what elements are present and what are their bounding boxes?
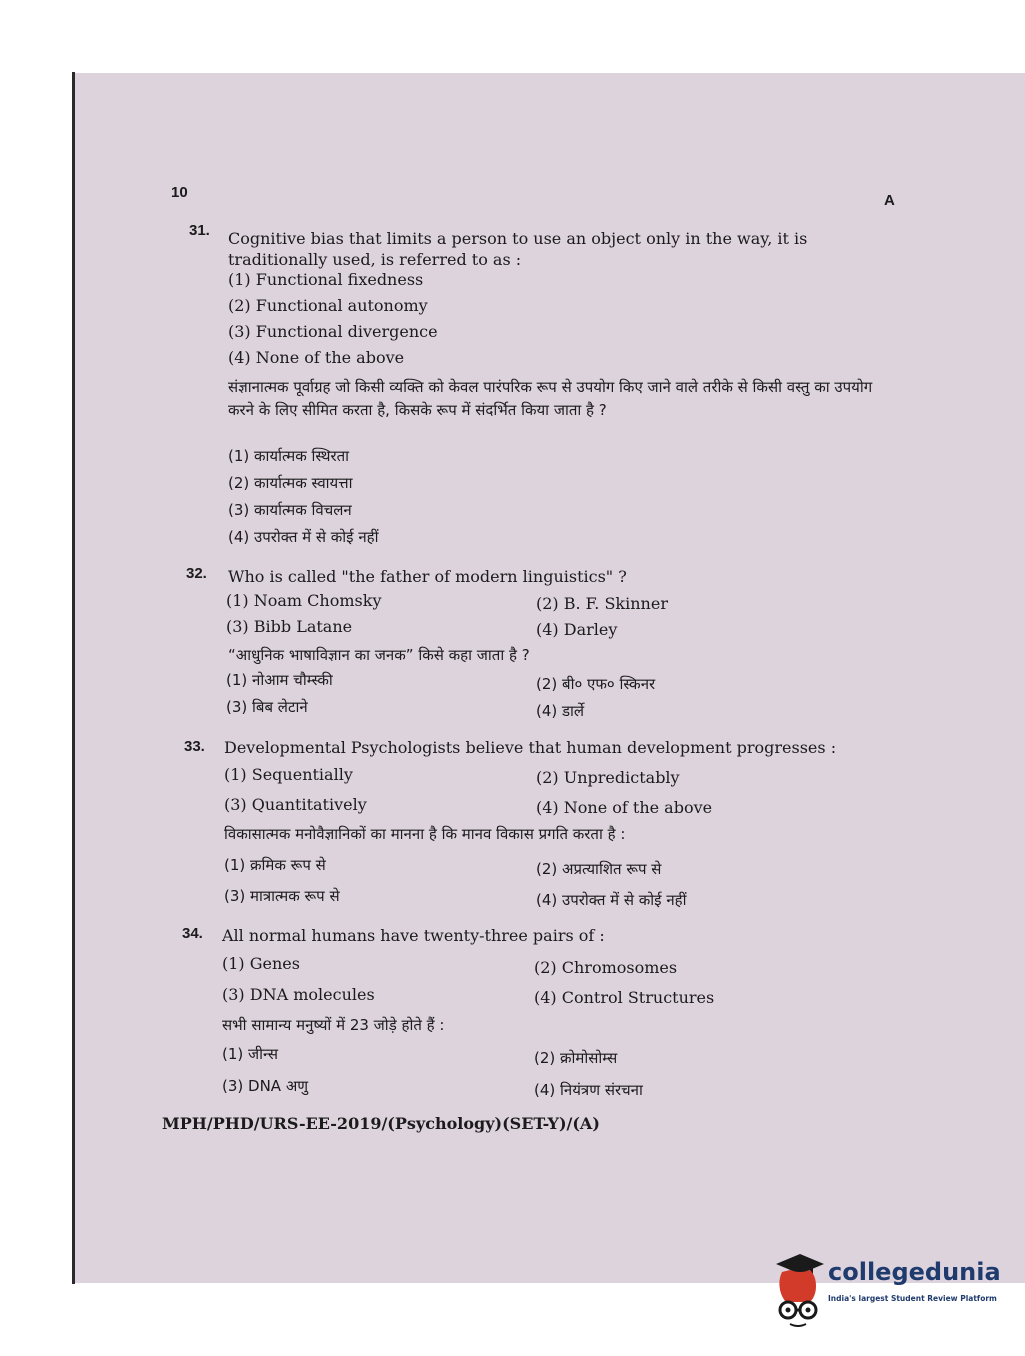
question-34-number: 34. (182, 925, 203, 942)
q32-option-4: (4) Darley (536, 620, 618, 639)
question-33-number: 33. (184, 738, 205, 755)
q34-hindi-option-4: (4) नियंत्रण संरचना (534, 1081, 643, 1099)
q32-hindi-option-3: (3) बिब लेटाने (226, 698, 308, 716)
q33-hindi-option-3: (3) मात्रात्मक रूप से (224, 887, 340, 905)
paper-code: MPH/PHD/URS-EE-2019/(Psychology)(SET-Y)/(A) (162, 1114, 600, 1133)
question-34-hindi: सभी सामान्य मनुष्यों में 23 जोड़े होते हैं : (222, 1016, 445, 1034)
brand-tagline: India's largest Student Review Platform (828, 1294, 997, 1303)
question-32-text: Who is called "the father of modern linguistics" ? (228, 567, 627, 586)
collegedunia-logo (770, 1250, 1010, 1330)
question-32-number: 32. (186, 565, 207, 582)
page-number: 10 (171, 184, 188, 201)
q32-hindi-option-1: (1) नोआम चौम्स्की (226, 671, 333, 689)
q32-hindi-option-4: (4) डार्ले (536, 702, 585, 720)
question-31-hindi: संज्ञानात्मक पूर्वाग्रह जो किसी व्यक्ति को केवल पारंपरिक रूप से उपयोग किए जाने वाले तरीके से किसी वस्तु का उपयोग करने के लिए सीमित करता है, किसके रूप में संदर्भित किया जाता है ? (228, 378, 873, 419)
q32-option-3: (3) Bibb Latane (226, 617, 353, 636)
q33-hindi-option-4: (4) उपरोक्त में से कोई नहीं (536, 891, 687, 909)
brand-name: collegedunia (828, 1258, 1001, 1286)
q33-option-1: (1) Sequentially (224, 765, 353, 784)
q34-option-3: (3) DNA molecules (222, 985, 375, 1004)
question-33-hindi: विकासात्मक मनोवैज्ञानिकों का मानना है कि मानव विकास प्रगति करता है : (224, 825, 626, 843)
q34-hindi-option-3: (3) DNA अणु (222, 1077, 309, 1095)
q31-option-3: (3) Functional divergence (228, 322, 438, 341)
q31-hindi-option-1: (1) कार्यात्मक स्थिरता (228, 447, 350, 465)
q32-option-1: (1) Noam Chomsky (226, 591, 382, 610)
q34-hindi-option-2: (2) क्रोमोसोम्स (534, 1049, 618, 1067)
mascot-icon (770, 1250, 826, 1330)
q34-hindi-option-1: (1) जीन्स (222, 1045, 279, 1063)
q33-option-3: (3) Quantitatively (224, 795, 367, 814)
q31-option-4: (4) None of the above (228, 348, 405, 367)
question-32-hindi: “आधुनिक भाषाविज्ञान का जनक” किसे कहा जाता है ? (228, 646, 530, 664)
q31-option-1: (1) Functional fixedness (228, 270, 424, 289)
set-letter: A (884, 192, 895, 209)
q31-hindi-option-2: (2) कार्यात्मक स्वायत्ता (228, 474, 353, 492)
q33-hindi-option-2: (2) अप्रत्याशित रूप से (536, 860, 662, 878)
q32-hindi-option-2: (2) बी० एफ० स्किनर (536, 675, 656, 693)
question-33-text: Developmental Psychologists believe that human development progresses : (224, 738, 837, 757)
question-34-text: All normal humans have twenty-three pairs of : (222, 926, 605, 945)
q33-hindi-option-1: (1) क्रमिक रूप से (224, 856, 326, 874)
q32-option-2: (2) B. F. Skinner (536, 594, 668, 613)
q34-option-2: (2) Chromosomes (534, 958, 678, 977)
q33-option-4: (4) None of the above (536, 798, 713, 817)
q34-option-1: (1) Genes (222, 954, 300, 973)
q31-hindi-option-3: (3) कार्यात्मक विचलन (228, 501, 352, 519)
q34-option-4: (4) Control Structures (534, 988, 715, 1007)
question-31-number: 31. (189, 222, 210, 239)
q33-option-2: (2) Unpredictably (536, 768, 680, 787)
q31-option-2: (2) Functional autonomy (228, 296, 428, 315)
question-31-text: Cognitive bias that limits a person to use an object only in the way, it is traditionally used, is referred to as : (228, 229, 808, 269)
q31-hindi-option-4: (4) उपरोक्त में से कोई नहीं (228, 528, 379, 546)
